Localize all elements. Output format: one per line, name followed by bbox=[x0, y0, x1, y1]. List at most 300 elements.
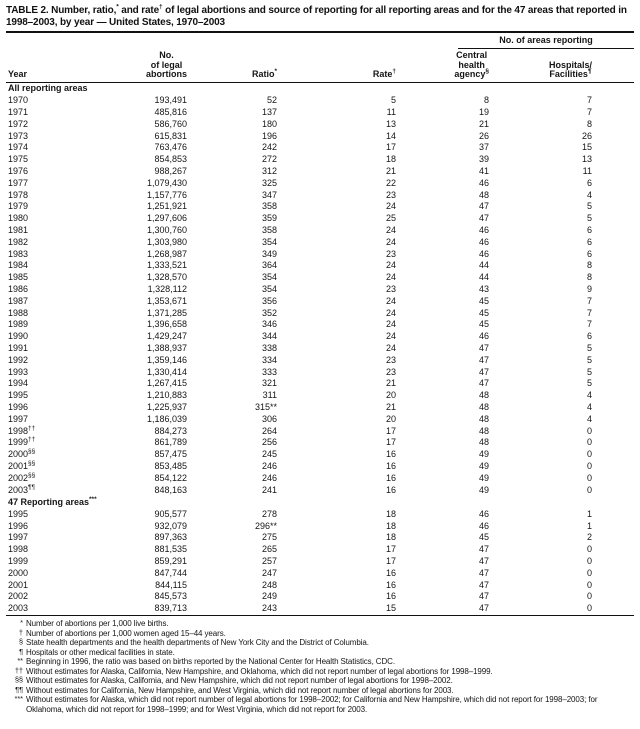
table-row bbox=[6, 131, 634, 143]
cell-abortions: 1,328,112 bbox=[147, 284, 187, 295]
footnote-marker: ¶¶ bbox=[15, 684, 23, 694]
cell-filler bbox=[596, 378, 634, 390]
cell-agency: 47 bbox=[478, 366, 489, 377]
cell-filler bbox=[596, 509, 634, 521]
cell-year: 1972 bbox=[8, 118, 29, 129]
cell-abortions: 1,388,937 bbox=[146, 343, 187, 354]
cell-year: 2000§§ bbox=[8, 448, 36, 460]
cell-abortions: 857,475 bbox=[154, 449, 187, 460]
column-header-agency: Central health agency§ bbox=[400, 49, 493, 82]
cell-agency: 46 bbox=[478, 225, 489, 236]
cell-abortions: 884,273 bbox=[154, 425, 187, 436]
footnote-marker: * bbox=[20, 618, 23, 628]
table-row bbox=[6, 95, 634, 107]
spanner-row bbox=[6, 32, 634, 49]
cell-facilities: 7 bbox=[586, 107, 592, 118]
cell-facilities: 1 bbox=[586, 508, 592, 519]
table-row bbox=[6, 249, 634, 261]
cell-facilities: 0 bbox=[586, 425, 592, 436]
cell-rate: 17 bbox=[385, 556, 396, 567]
cell-abortions: 1,396,658 bbox=[146, 319, 187, 330]
cell-facilities: 4 bbox=[586, 390, 592, 401]
cell-rate: 16 bbox=[385, 567, 396, 578]
section-row bbox=[6, 496, 634, 509]
cell-facilities: 0 bbox=[586, 591, 592, 602]
cell-agency: 47 bbox=[478, 603, 489, 614]
cell-rate: 23 bbox=[385, 284, 396, 295]
cell-facilities: 0 bbox=[586, 544, 592, 555]
cell-rate: 20 bbox=[385, 390, 396, 401]
cell-abortions: 763,476 bbox=[154, 142, 187, 153]
cell-agency: 46 bbox=[478, 236, 489, 247]
cell-year: 1977 bbox=[8, 177, 29, 188]
footnote-marker: †† bbox=[14, 665, 23, 675]
cell-ratio: 246 bbox=[261, 460, 277, 471]
cell-filler bbox=[596, 414, 634, 426]
cell-abortions: 1,371,285 bbox=[146, 307, 187, 318]
year-superscript: †† bbox=[28, 424, 36, 432]
cell-year: 1997 bbox=[8, 532, 29, 543]
cell-agency: 49 bbox=[478, 484, 489, 495]
table-row bbox=[6, 568, 634, 580]
cell-ratio: 354 bbox=[261, 272, 277, 283]
table-row bbox=[6, 308, 634, 320]
cell-year: 1983 bbox=[8, 248, 29, 259]
cell-ratio: 347 bbox=[261, 189, 277, 200]
table-row bbox=[6, 154, 634, 166]
cell-ratio: 346 bbox=[261, 319, 277, 330]
cell-rate: 24 bbox=[385, 307, 396, 318]
footnote bbox=[6, 695, 634, 714]
cell-abortions: 1,268,987 bbox=[146, 248, 187, 259]
footnote-marker: † bbox=[18, 627, 23, 637]
cell-ratio: 306 bbox=[261, 413, 277, 424]
cell-year: 1994 bbox=[8, 378, 29, 389]
year-superscript: §§ bbox=[28, 471, 36, 479]
cell-filler bbox=[596, 591, 634, 603]
cell-filler bbox=[596, 284, 634, 296]
table-row bbox=[6, 390, 634, 402]
cell-ratio: 180 bbox=[261, 118, 277, 129]
cell-facilities: 5 bbox=[586, 378, 592, 389]
cell-rate: 18 bbox=[385, 532, 396, 543]
table-header bbox=[6, 32, 634, 82]
cell-filler bbox=[596, 107, 634, 119]
cell-filler bbox=[596, 532, 634, 544]
cell-agency: 47 bbox=[478, 567, 489, 578]
cell-rate: 5 bbox=[390, 95, 396, 106]
cell-ratio: 249 bbox=[261, 591, 277, 602]
cell-abortions: 485,816 bbox=[154, 107, 187, 118]
footnote-text: Without estimates for Alaska, California, New Hampshire, and Oklahoma, which did not report number of legal abortions for 1998–1999. bbox=[26, 666, 493, 676]
table-row bbox=[6, 296, 634, 308]
cell-facilities: 6 bbox=[586, 236, 592, 247]
cell-rate: 16 bbox=[385, 449, 396, 460]
footnote-text: Hospitals or other medical facilities in state. bbox=[26, 647, 175, 657]
cell-facilities: 0 bbox=[586, 579, 592, 590]
cell-agency: 8 bbox=[483, 95, 489, 106]
footnote-text: Number of abortions per 1,000 women aged 15–44 years. bbox=[26, 628, 226, 638]
cell-filler bbox=[596, 319, 634, 331]
cell-year: 1995 bbox=[8, 508, 29, 519]
cell-rate: 15 bbox=[385, 603, 396, 614]
cell-ratio: 312 bbox=[261, 166, 277, 177]
cell-rate: 17 bbox=[385, 544, 396, 555]
cell-filler bbox=[596, 461, 634, 473]
cell-facilities: 5 bbox=[586, 213, 592, 224]
cell-agency: 43 bbox=[478, 284, 489, 295]
cell-abortions: 839,713 bbox=[154, 603, 187, 614]
cell-filler bbox=[596, 331, 634, 343]
cell-abortions: 1,300,760 bbox=[146, 225, 187, 236]
cell-filler bbox=[596, 142, 634, 154]
cell-filler bbox=[596, 178, 634, 190]
cell-rate: 18 bbox=[385, 520, 396, 531]
cell-facilities: 0 bbox=[586, 484, 592, 495]
table-row bbox=[6, 414, 634, 426]
cell-facilities: 6 bbox=[586, 331, 592, 342]
table-title bbox=[6, 5, 634, 28]
cell-agency: 39 bbox=[478, 154, 489, 165]
table-row bbox=[6, 331, 634, 343]
cell-rate: 16 bbox=[385, 591, 396, 602]
cell-filler bbox=[596, 367, 634, 379]
cell-ratio: 275 bbox=[261, 532, 277, 543]
cell-agency: 21 bbox=[478, 118, 489, 129]
cell-year: 1979 bbox=[8, 201, 29, 212]
cell-filler bbox=[596, 272, 634, 284]
cell-agency: 49 bbox=[478, 449, 489, 460]
cell-year: 2002 bbox=[8, 591, 29, 602]
cell-filler bbox=[596, 580, 634, 592]
cell-agency: 45 bbox=[478, 532, 489, 543]
cell-agency: 47 bbox=[478, 213, 489, 224]
cell-ratio: 241 bbox=[261, 484, 277, 495]
cell-rate: 18 bbox=[385, 154, 396, 165]
cell-facilities: 15 bbox=[581, 142, 592, 153]
table-row bbox=[6, 119, 634, 131]
cell-abortions: 1,330,414 bbox=[146, 366, 187, 377]
cell-ratio: 265 bbox=[261, 544, 277, 555]
cell-ratio: 243 bbox=[261, 603, 277, 614]
cell-year: 2003 bbox=[8, 603, 29, 614]
data-table bbox=[6, 31, 634, 616]
cell-rate: 20 bbox=[385, 413, 396, 424]
cell-abortions: 1,297,606 bbox=[146, 213, 187, 224]
cell-facilities: 5 bbox=[586, 343, 592, 354]
cell-year: 1990 bbox=[8, 331, 29, 342]
cell-ratio: 356 bbox=[261, 295, 277, 306]
cell-filler bbox=[596, 154, 634, 166]
cell-abortions: 1,333,521 bbox=[146, 260, 187, 271]
cell-year: 1985 bbox=[8, 272, 29, 283]
title-text: and rate bbox=[118, 5, 160, 16]
cell-rate: 24 bbox=[385, 331, 396, 342]
cell-abortions: 1,225,937 bbox=[146, 402, 187, 412]
table-row bbox=[6, 591, 634, 603]
cell-ratio: 278 bbox=[261, 508, 277, 519]
cell-rate: 21 bbox=[385, 402, 396, 412]
cell-agency: 48 bbox=[478, 189, 489, 200]
cell-agency: 47 bbox=[478, 591, 489, 602]
footnote-text: State health departments and the health departments of New York City and the District of Columbia. bbox=[26, 638, 369, 648]
footnote-marker: ** bbox=[17, 656, 23, 666]
cell-abortions: 853,485 bbox=[154, 460, 187, 471]
column-header-abortions: No. of legal abortions bbox=[118, 49, 191, 82]
cell-facilities: 0 bbox=[586, 472, 592, 483]
cell-year: 1976 bbox=[8, 166, 29, 177]
table-row bbox=[6, 284, 634, 296]
spanner-label: No. of areas reporting bbox=[458, 35, 634, 49]
cell-rate: 16 bbox=[385, 472, 396, 483]
table-row bbox=[6, 343, 634, 355]
cell-agency: 46 bbox=[478, 177, 489, 188]
table-row bbox=[6, 426, 634, 438]
footnote-text: Beginning in 1996, the ratio was based on births reported by the National Center for Health Statistics, CDC. bbox=[26, 657, 395, 667]
column-header-year: Year bbox=[6, 49, 118, 82]
footnote bbox=[6, 676, 634, 686]
table-row bbox=[6, 532, 634, 544]
cell-year: 1998 bbox=[8, 544, 29, 555]
table-row bbox=[6, 580, 634, 592]
cell-filler bbox=[596, 237, 634, 249]
cell-ratio: 358 bbox=[261, 225, 277, 236]
cell-filler bbox=[596, 568, 634, 580]
cell-filler bbox=[596, 390, 634, 402]
cell-filler bbox=[596, 426, 634, 438]
cell-year: 1988 bbox=[8, 307, 29, 318]
cell-facilities: 7 bbox=[586, 319, 592, 330]
footnote-marker: §§ bbox=[14, 675, 23, 685]
cell-ratio: 354 bbox=[261, 236, 277, 247]
table-row bbox=[6, 237, 634, 249]
cell-filler bbox=[596, 521, 634, 533]
cell-abortions: 847,744 bbox=[154, 567, 187, 578]
cell-facilities: 0 bbox=[586, 603, 592, 614]
cell-rate: 14 bbox=[385, 130, 396, 141]
cell-filler bbox=[596, 437, 634, 449]
cell-ratio: 296** bbox=[254, 520, 277, 531]
cell-abortions: 1,157,776 bbox=[146, 189, 187, 200]
cell-filler bbox=[596, 95, 634, 107]
cell-ratio: 358 bbox=[261, 201, 277, 212]
footnote bbox=[6, 667, 634, 677]
table-row bbox=[6, 485, 634, 497]
footnote bbox=[6, 629, 634, 639]
cell-rate: 24 bbox=[385, 272, 396, 283]
header-superscript: § bbox=[485, 68, 489, 76]
cell-rate: 21 bbox=[385, 378, 396, 389]
cell-abortions: 859,291 bbox=[154, 556, 187, 567]
cell-ratio: 52 bbox=[266, 95, 277, 106]
cell-year: 2002§§ bbox=[8, 471, 36, 483]
cell-facilities: 5 bbox=[586, 366, 592, 377]
column-header-rate: Rate† bbox=[281, 49, 400, 82]
footnote-text: Without estimates for California, New Hampshire, and West Virginia, which did not report number of legal abortions for 2003. bbox=[26, 685, 454, 695]
cell-facilities: 4 bbox=[586, 402, 592, 412]
cell-year: 1993 bbox=[8, 366, 29, 377]
cell-ratio: 272 bbox=[261, 154, 277, 165]
cell-facilities: 7 bbox=[586, 95, 592, 106]
cell-filler bbox=[596, 296, 634, 308]
footnote bbox=[6, 648, 634, 658]
cell-abortions: 848,163 bbox=[154, 484, 187, 495]
cell-rate: 16 bbox=[385, 484, 396, 495]
table-row bbox=[6, 178, 634, 190]
cell-rate: 21 bbox=[385, 166, 396, 177]
cell-facilities: 11 bbox=[582, 166, 592, 177]
cell-abortions: 1,210,883 bbox=[146, 390, 187, 401]
cell-abortions: 854,122 bbox=[154, 472, 187, 483]
header-filler bbox=[596, 49, 634, 82]
table-row bbox=[6, 509, 634, 521]
column-header-facilities: Hospitals/ Facilities¶ bbox=[493, 49, 596, 82]
cell-rate: 24 bbox=[385, 319, 396, 330]
cell-ratio: 248 bbox=[261, 579, 277, 590]
cell-rate: 25 bbox=[385, 213, 396, 224]
footnote bbox=[6, 638, 634, 648]
cell-agency: 48 bbox=[478, 425, 489, 436]
cell-abortions: 861,789 bbox=[154, 437, 187, 448]
cell-year: 1984 bbox=[8, 260, 29, 271]
table-row bbox=[6, 544, 634, 556]
cell-ratio: 354 bbox=[261, 284, 277, 295]
cell-filler bbox=[596, 343, 634, 355]
cell-agency: 46 bbox=[478, 508, 489, 519]
cell-ratio: 242 bbox=[261, 142, 277, 153]
cell-agency: 48 bbox=[478, 390, 489, 401]
cell-rate: 11 bbox=[386, 107, 396, 118]
cell-facilities: 5 bbox=[586, 201, 592, 212]
cell-agency: 47 bbox=[478, 354, 489, 365]
cell-filler bbox=[596, 119, 634, 131]
cell-agency: 46 bbox=[478, 520, 489, 531]
cell-filler bbox=[596, 201, 634, 213]
cell-abortions: 1,303,980 bbox=[146, 236, 187, 247]
table-row bbox=[6, 272, 634, 284]
cell-year: 1989 bbox=[8, 319, 29, 330]
cell-ratio: 246 bbox=[261, 472, 277, 483]
cell-facilities: 7 bbox=[586, 295, 592, 306]
cell-agency: 48 bbox=[478, 402, 489, 412]
table-row bbox=[6, 142, 634, 154]
cell-filler bbox=[596, 213, 634, 225]
cell-abortions: 1,251,921 bbox=[146, 201, 187, 212]
cell-agency: 49 bbox=[478, 460, 489, 471]
cell-year: 1996 bbox=[8, 402, 29, 412]
cell-year: 1982 bbox=[8, 236, 29, 247]
cell-facilities: 6 bbox=[586, 177, 592, 188]
cell-facilities: 13 bbox=[581, 154, 592, 165]
cell-facilities: 9 bbox=[586, 284, 592, 295]
cell-facilities: 6 bbox=[586, 225, 592, 236]
cell-ratio: 338 bbox=[261, 343, 277, 354]
cell-rate: 22 bbox=[385, 177, 396, 188]
cell-rate: 24 bbox=[385, 260, 396, 271]
cell-rate: 23 bbox=[385, 366, 396, 377]
cell-abortions: 905,577 bbox=[154, 508, 187, 519]
cell-agency: 47 bbox=[478, 556, 489, 567]
cell-filler bbox=[596, 190, 634, 202]
footnote bbox=[6, 657, 634, 667]
cell-rate: 17 bbox=[385, 425, 396, 436]
cell-year: 1974 bbox=[8, 142, 29, 153]
year-superscript: †† bbox=[28, 436, 36, 444]
table-row bbox=[6, 449, 634, 461]
table-row bbox=[6, 213, 634, 225]
cell-ratio: 137 bbox=[261, 107, 277, 118]
cell-agency: 41 bbox=[478, 166, 489, 177]
spanner-spacer bbox=[6, 32, 400, 49]
cell-filler bbox=[596, 449, 634, 461]
cell-facilities: 0 bbox=[586, 460, 592, 471]
cell-filler bbox=[596, 166, 634, 178]
cell-ratio: 333 bbox=[261, 366, 277, 377]
cell-agency: 45 bbox=[478, 307, 489, 318]
cell-facilities: 0 bbox=[586, 449, 592, 460]
cell-agency: 48 bbox=[478, 437, 489, 448]
table-row bbox=[6, 378, 634, 390]
year-superscript: §§ bbox=[28, 459, 36, 467]
spanner-cell bbox=[400, 32, 634, 49]
cell-abortions: 854,853 bbox=[154, 154, 187, 165]
cell-agency: 47 bbox=[478, 201, 489, 212]
cell-facilities: 0 bbox=[586, 437, 592, 448]
footnote-text: Without estimates for Alaska, which did not report number of legal abortions for 1998–2002; for California and New Hampshire, which did not report for 1998–2003; for Oklahoma, which did not report for 1998–1999; and for West Virginia, which did not report for 2003. bbox=[26, 695, 598, 714]
cell-ratio: 334 bbox=[261, 354, 277, 365]
footnotes bbox=[6, 619, 634, 714]
cell-rate: 24 bbox=[385, 295, 396, 306]
table-row bbox=[6, 319, 634, 331]
table-row bbox=[6, 437, 634, 449]
cell-agency: 46 bbox=[478, 248, 489, 259]
cell-filler bbox=[596, 225, 634, 237]
cell-abortions: 586,760 bbox=[154, 118, 187, 129]
title-text: TABLE 2. Number, ratio, bbox=[6, 5, 117, 16]
cell-facilities: 1 bbox=[586, 520, 592, 531]
cell-agency: 46 bbox=[478, 331, 489, 342]
header-row bbox=[6, 49, 634, 82]
cell-year: 1986 bbox=[8, 284, 29, 295]
cell-filler bbox=[596, 308, 634, 320]
cell-rate: 24 bbox=[385, 225, 396, 236]
cell-rate: 24 bbox=[385, 201, 396, 212]
cell-year: 1992 bbox=[8, 354, 29, 365]
cell-agency: 26 bbox=[478, 130, 489, 141]
cell-agency: 47 bbox=[478, 343, 489, 354]
column-header-ratio: Ratio* bbox=[191, 49, 281, 82]
cell-year: 1996 bbox=[8, 520, 29, 531]
footnote-text: Number of abortions per 1,000 live births. bbox=[26, 619, 169, 629]
cell-filler bbox=[596, 485, 634, 497]
table-row bbox=[6, 201, 634, 213]
cell-year: 2000 bbox=[8, 567, 29, 578]
cell-filler bbox=[596, 131, 634, 143]
table-row bbox=[6, 260, 634, 272]
cell-year: 1999 bbox=[8, 556, 29, 567]
cell-abortions: 615,831 bbox=[154, 130, 187, 141]
cell-ratio: 359 bbox=[261, 213, 277, 224]
table-row bbox=[6, 355, 634, 367]
cell-year: 1997 bbox=[8, 413, 29, 424]
table-row bbox=[6, 521, 634, 533]
cell-year: 1981 bbox=[8, 225, 29, 236]
table-row bbox=[6, 107, 634, 119]
header-superscript: ¶ bbox=[587, 68, 592, 76]
cell-filler bbox=[596, 544, 634, 556]
cell-ratio: 315** bbox=[254, 402, 277, 412]
cell-year: 1995 bbox=[8, 390, 29, 401]
